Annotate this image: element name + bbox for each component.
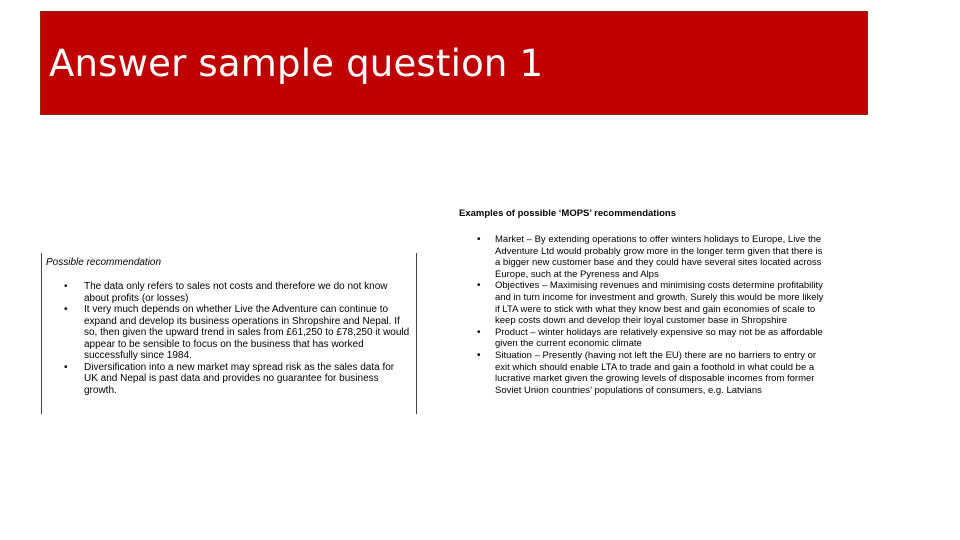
left-bullet-list (46, 281, 410, 396)
mops-recommendations-box (459, 208, 829, 396)
title-banner (40, 11, 868, 115)
left-box-heading: Possible recommendation (46, 257, 162, 268)
right-box-heading: Examples of possible ‘MOPS’ recommendations (459, 208, 676, 219)
right-bullet-list (459, 234, 829, 396)
possible-recommendation-box (41, 253, 417, 414)
list-item: • Diversification into a new market may spread risk as the sales data for UK and Nepal is past data and provides no guarantee for business growth. (46, 362, 410, 397)
list-item: • The data only refers to sales not costs and therefore we do not know about profits (or losses) (46, 281, 410, 304)
list-item: • Product – winter holidays are relatively expensive so may not be as affordable given the current economic climate (459, 327, 829, 350)
list-item: • Market – By extending operations to offer winters holidays to Europe, Live the Adventure Ltd would probably grow more in the longer term given that there is a bigger new customer base and they could have several sites located across Europe, such at the Pyreness and Alps (459, 234, 829, 280)
list-item: • Objectives – Maximising revenues and minimising costs determine profitability and in turn income for investment and growth. Surely this would be more likely if LTA were to stick with what they know best and gain economies of scale to keep costs down and develop their loyal customer base in Shropshire (459, 280, 829, 326)
list-item: • It very much depends on whether Live the Adventure can continue to expand and develop its business operations in Shropshire and Nepal. If so, then given the upward trend in sales from £61,250 to £78,250 it would appear to be sensible to focus on the business that has worked successfully since 1984. (46, 304, 410, 362)
list-item: • Situation – Presently (having not left the EU) there are no barriers to entry or exit which should enable LTA to trade and gain a foothold in what could be a lucrative market given the growing levels of disposable incomes from former Soviet Union countries’ populations of consumers, e.g. Latvians (459, 350, 829, 396)
slide-title: Answer sample question 1 (49, 42, 544, 85)
